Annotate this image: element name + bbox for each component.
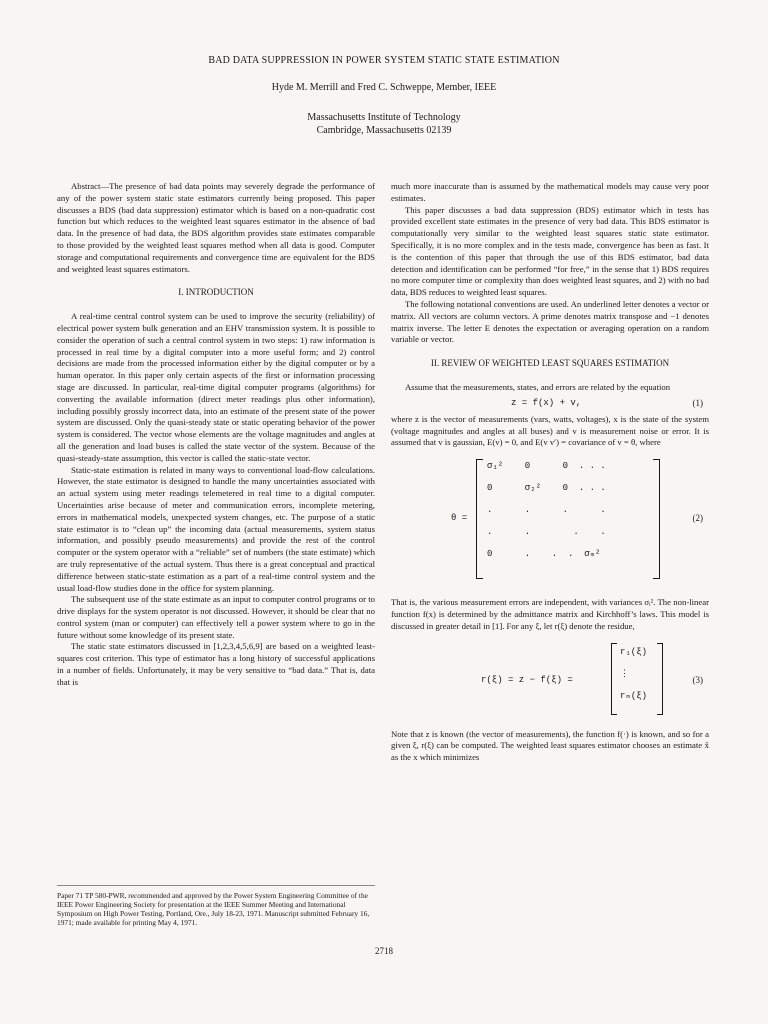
residue-left-bracket bbox=[611, 643, 617, 715]
residue-vector bbox=[620, 647, 647, 713]
equation-1-number: (1) bbox=[692, 397, 703, 408]
residue-entry: rₘ(ξ) bbox=[620, 690, 648, 701]
intro-paragraph-1: A real-time central control system can be used to improve the security (reliability) of electrical power system bulk generation and an EHV transmission system. It is possible to consider the operation of such a central control system in two steps: 1) raw information is processed in real time by a digital computer into a more useful form; and 2) control decisions are made from the processed information either by the digital computer or by a human operator. In this paper only certain aspects of the first or information processing stage are discussed. In particular, real-time digital computer programs (algorithms) for converting the available information (direct meter readings plus other information), including possibly grossly incorrect data, into an estimate of the present state of the power system are discussed. Only the quasi-steady state or static operating behavior of the power system is considered. The vector whose elements are the voltage magnitudes and angles at all the generation and load buses is called the state vector of the system. Because of the quasi-steady-state assumption, this vector is called the static-state vector. bbox=[57, 311, 375, 463]
footnote: Paper 71 TP 580-PWR, recommended and approved by the Power System Engineering Committee of the IEEE Power Engineering Society for presentation at the IEEE Summer Meeting and International Symposium on High Power Testing, Portland, Ore., July 18-23, 1971. Manuscript submitted February 16, 1971; made available for printing May 4, 1971. bbox=[57, 885, 375, 927]
paper-authors: Hyde M. Merrill and Fred C. Schweppe, Member, IEEE bbox=[271, 82, 497, 93]
matrix-row: σ₁² 0 0 . . . bbox=[487, 461, 606, 472]
bds-paragraph: This paper discusses a bad data suppression (BDS) estimator which in tests has provided excellent state estimates in the presence of very bad data. This BDS estimator is computationally very similar to the weighted least squares static state estimator. Specifically, it is no more complex and in the tests made, convergence has been as fast. It is the contention of this paper that through the use of this BDS estimator, bad data detection and identification can be performed “for free,” in the sense that 1) BDS requires no more computer time or complexity than does weighted least squares, and 2) with no bad data, BDS reduces to weighted least squares. bbox=[391, 204, 709, 298]
equation-1 bbox=[391, 394, 709, 414]
residue-entry: ⋮ bbox=[620, 668, 629, 679]
equation-2-number: (2) bbox=[692, 513, 703, 524]
model-paragraph: Assume that the measurements, states, and errors are related by the equation bbox=[405, 381, 671, 392]
equation-1-body: z = f(x) + v, bbox=[511, 397, 582, 408]
equation-3-residue bbox=[391, 639, 709, 719]
intro-paragraph-2: Static-state estimation is related in many ways to conventional load-flow calculations. However, the state estimator is designed to handle the many uncertainties associated with an actual system using meter readings telemetered in real time to a digital computer. Uncertainties arise because of meter and communication errors, incomplete metering, errors in mathematical models, unexpected system changes, etc. The purpose of a static state estimator is to “clean up” the incoming data (actual measurements, system status information, and possibly pseudo measurements) and provide the rest of the control computer or the system operator with a “reliable” set of numbers (the state estimate) which are truly representative of the actual system. Thus there is a great conceptual and practical difference between static-state estimation as a part of a real-time control system and the usual load-flow studies done in the office for system planning. bbox=[57, 464, 375, 593]
continuation-paragraph: much more inaccurate than is assumed by the mathematical models may cause very poor estimates. bbox=[391, 181, 709, 203]
residue-lhs: r(ξ) = z − f(ξ) = bbox=[481, 674, 573, 685]
left-column bbox=[57, 181, 375, 689]
residue-entry: r₁(ξ) bbox=[620, 646, 648, 657]
matrix-rows bbox=[487, 461, 606, 571]
residue-right-bracket bbox=[657, 643, 663, 715]
notation-paragraph: The following notational conventions are used. An underlined letter denotes a vector or matrix. All vectors are column vectors. A prime denotes matrix transpose and −1 denotes matrix inverse. The letter E denotes the expectation or averaging operation on a random variable or vector. bbox=[391, 298, 709, 345]
section-heading-introduction: I. INTRODUCTION bbox=[178, 287, 254, 298]
affiliation-institution: Massachusetts Institute of Technology bbox=[307, 112, 461, 123]
matrix-lhs: θ = bbox=[451, 513, 468, 524]
page-number: 2718 bbox=[375, 946, 393, 956]
matrix-row: . . . . bbox=[487, 505, 606, 516]
matrix-row: 0 . . . σₘ² bbox=[487, 549, 601, 560]
matrix-row: . . . . bbox=[487, 527, 606, 538]
matrix-left-bracket bbox=[476, 459, 483, 579]
variance-paragraph: That is, the various measurement errors are independent, with variances σᵢ². The non-linear function f(x) is determined by the admittance matrix and Kirchhoff’s laws. This model is discussed in greater detail in [1]. For any ξ, let r(ξ) denote the residue, bbox=[391, 597, 709, 631]
definitions-paragraph: where z is the vector of measurements (vars, watts, voltages), x is the state of the system (voltage magnitudes and angles at all buses) and v is measurement noise or error. It is assumed that v is gaussian, E(v) = 0, and E(v v′) = covariance of v = θ, where bbox=[391, 413, 709, 448]
paper-title: BAD DATA SUPPRESSION IN POWER SYSTEM STATIC STATE ESTIMATION bbox=[208, 55, 560, 66]
intro-paragraph-4: The static state estimators discussed in [1,2,3,4,5,6,9] are based on a weighted least-squares cost criterion. This type of estimator has a long history of successful applications in a number of fields. Unfortunately, it may be very sensitive to “bad data.” That is, data that is bbox=[57, 641, 375, 687]
matrix-row: 0 σ₂² 0 . . . bbox=[487, 483, 606, 494]
equation-2-matrix bbox=[391, 455, 709, 583]
estimator-paragraph: Note that z is known (the vector of measurements), the function f(·) is known, and so for a given ξ, r(ξ) can be computed. The weighted least squares estimator chooses an estimate x̂ as the x which minimizes bbox=[391, 728, 709, 763]
section-heading-review: II. REVIEW OF WEIGHTED LEAST SQUARES ESTIMATION bbox=[430, 358, 670, 369]
equation-3-number: (3) bbox=[692, 674, 703, 685]
affiliation bbox=[0, 111, 768, 137]
right-column bbox=[391, 181, 709, 764]
affiliation-address: Cambridge, Massachusetts 02139 bbox=[316, 125, 452, 136]
intro-paragraph-3: The subsequent use of the state estimate as an input to computer control programs or to drive displays for the system operator is not discussed. However, it should be clear that no control system (man or computer) can effectively tell a power system where to go in the future without some knowledge of its present state. bbox=[57, 594, 375, 640]
abstract: Abstract—The presence of bad data points may severely degrade the performance of any of the power system static state estimators currently being proposed. This paper discusses a BDS (bad data suppression) estimator which is based on a non-quadratic cost function but which reduces to the weighted least squares estimator in the absence of bad data. In the presence of bad data, the BDS algorithm provides state estimates comparable to those provided by the weighted least squares method when all data is good. Computer storage and computational requirements and convergence time are equivalent for the BDS and weighted least squares estimators. bbox=[57, 181, 375, 274]
matrix-right-bracket bbox=[653, 459, 660, 579]
